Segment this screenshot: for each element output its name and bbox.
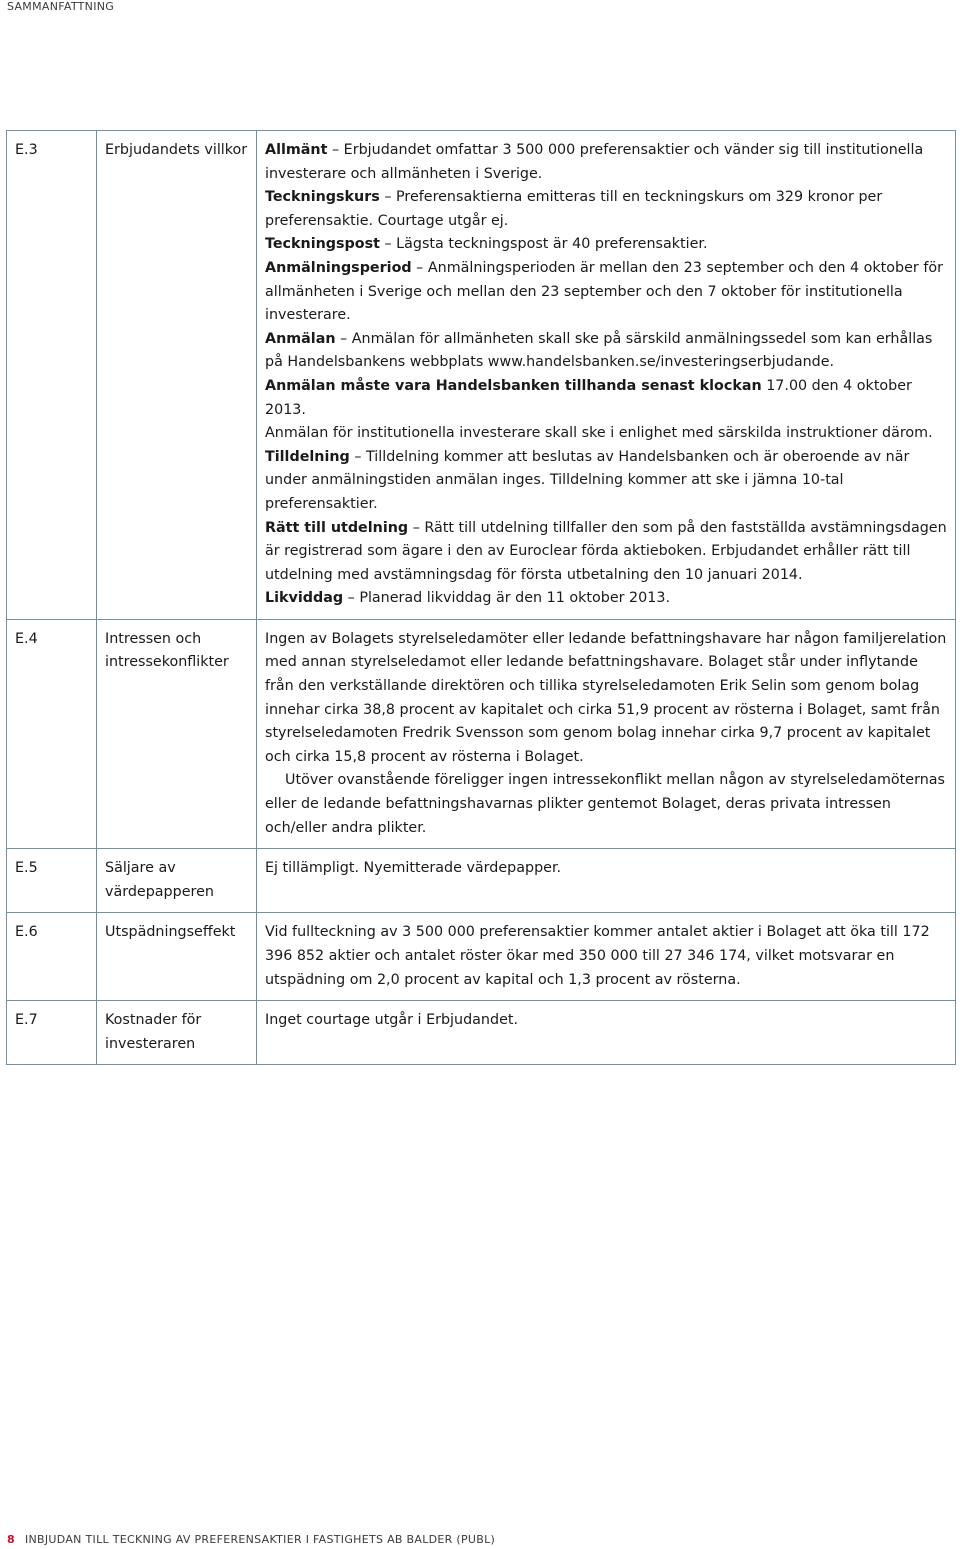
- content-paragraph: [265, 628, 948, 770]
- summary-row: [7, 131, 956, 620]
- paragraph-text: – Anmälningsperioden är mellan den 23 september och den 4 oktober för allmänheten i Sverige och mellan den 23 september och den 7 oktober för institutionella investerare.: [265, 259, 943, 324]
- paragraph-text: – Lägsta teckningspost är 40 preferensaktier.: [379, 236, 708, 253]
- content-paragraph: [265, 186, 948, 233]
- paragraph-lead: Teckningskurs: [265, 189, 380, 206]
- row-content: [257, 619, 956, 848]
- summary-row: [7, 619, 956, 848]
- content-paragraph: [265, 375, 948, 422]
- content-paragraph: [265, 422, 948, 446]
- page-number: 8: [7, 1533, 15, 1546]
- paragraph-lead: Allmänt: [265, 142, 328, 158]
- content-paragraph: [265, 446, 948, 517]
- row-content: [257, 849, 956, 913]
- content-paragraph: [265, 517, 948, 588]
- footer-text: INBJUDAN TILL TECKNING AV PREFERENSAKTIER I FASTIGHETS AB BALDER (PUBL): [24, 1533, 496, 1546]
- row-content: [257, 913, 956, 1001]
- summary-row: [7, 849, 956, 913]
- summary-row: [7, 1001, 956, 1065]
- paragraph-text: – Planerad likviddag är den 11 oktober 2013.: [343, 590, 670, 607]
- paragraph-text: – Rätt till utdelning tillfaller den som på den fastställda avstämningsdagen är registrerad som ägare i den av Euroclear förda aktieboken. Erbjudandet erhåller rätt till utdelning med avstämningsdag för första utbetalning den 10 januari 2014.: [265, 519, 947, 583]
- row-id: E.5: [7, 849, 97, 913]
- row-content: [257, 131, 956, 620]
- row-heading: Utspädningseffekt: [97, 913, 257, 1001]
- paragraph-lead: Anmälan: [265, 330, 336, 347]
- content-paragraph: [265, 233, 948, 257]
- row-content: [257, 1001, 956, 1065]
- content-paragraph: [265, 139, 948, 186]
- paragraph-lead: Tilldelning: [265, 448, 350, 465]
- content-paragraph: [265, 857, 948, 881]
- paragraph-text: Anmälan för institutionella investerare skall ske i enlighet med särskilda instruktioner därom.: [265, 425, 933, 442]
- paragraph-text: Ingen av Bolagets styrelseledamöter eller ledande befattningshavare har någon familjerelation med annan styrelseledamot eller ledande befattningshavare. Bolaget står under inflytande från den verkställande direktören och tillika styrelseledamoten Erik Selin som genom bolag innehar cirka 38,8 procent av kapitalet och cirka 51,9 procent av rösterna i Bolaget, samt från styrelseledamoten Fredrik Svensson som genom bolag innehar cirka 9,7 procent av kapitalet och cirka 15,8 procent av rösterna i Bolaget.: [265, 630, 947, 765]
- paragraph-lead: Rätt till utdelning: [265, 519, 409, 536]
- paragraph-text: 17.00 den 4 oktober 2013.: [265, 377, 912, 418]
- paragraph-text: Utöver ovanstående föreligger ingen intressekonflikt mellan någon av styrelseledamöternas eller de ledande befattningshavarnas plikter gentemot Bolaget, deras privata intressen och/eller andra plikter.: [265, 772, 945, 836]
- content-paragraph: [265, 257, 948, 328]
- content-paragraph: [265, 587, 948, 611]
- content-paragraph: [265, 921, 948, 992]
- paragraph-text: – Tilldelning kommer att beslutas av Handelsbanken och är oberoende av när under anmälningstiden anmälan inges. Tilldelning kommer att ske i jämna 10-tal preferensaktier.: [265, 448, 910, 512]
- row-id: E.6: [7, 913, 97, 1001]
- paragraph-text: – Anmälan för allmänheten skall ske på särskild anmälningssedel som kan erhållas på Handelsbankens webbplats www.handelsbanken.se/investeringserbjudande.: [265, 330, 933, 371]
- row-heading: Erbjudandets villkor: [97, 131, 257, 620]
- row-heading: Kostnader för investeraren: [97, 1001, 257, 1065]
- page-header: SAMMANFATTNING: [7, 0, 115, 13]
- paragraph-lead: Anmälan måste vara Handelsbanken tillhanda senast klockan: [265, 377, 762, 394]
- paragraph-text: Ej tillämpligt. Nyemitterade värdepapper.: [265, 860, 562, 877]
- paragraph-text: – Erbjudandet omfattar 3 500 000 preferensaktier och vänder sig till institutionella investerare och allmänheten i Sverige.: [265, 142, 924, 182]
- paragraph-lead: Teckningspost: [265, 236, 380, 253]
- page-footer: [7, 1533, 495, 1546]
- row-id: E.4: [7, 619, 97, 848]
- paragraph-lead: Likviddag: [265, 590, 344, 607]
- summary-table: [6, 130, 956, 1065]
- row-heading: Intressen och intressekonflikter: [97, 619, 257, 848]
- paragraph-text: Vid fullteckning av 3 500 000 preferensaktier kommer antalet aktier i Bolaget att öka till 172 396 852 aktier och antalet röster ökar med 350 000 till 27 346 174, vilket motsvarar en utspädning om 2,0 procent av kapital och 1,3 procent av rösterna.: [265, 924, 930, 988]
- row-id: E.7: [7, 1001, 97, 1065]
- row-heading: Säljare av värdepapperen: [97, 849, 257, 913]
- content-paragraph: [265, 769, 948, 840]
- row-id: E.3: [7, 131, 97, 620]
- summary-row: [7, 913, 956, 1001]
- paragraph-lead: Anmälningsperiod: [265, 259, 412, 276]
- content-paragraph: [265, 328, 948, 375]
- paragraph-text: Inget courtage utgår i Erbjudandet.: [265, 1012, 519, 1029]
- content-paragraph: [265, 1009, 948, 1033]
- paragraph-text: – Preferensaktierna emitteras till en teckningskurs om 329 kronor per preferensaktie. Courtage utgår ej.: [265, 189, 883, 229]
